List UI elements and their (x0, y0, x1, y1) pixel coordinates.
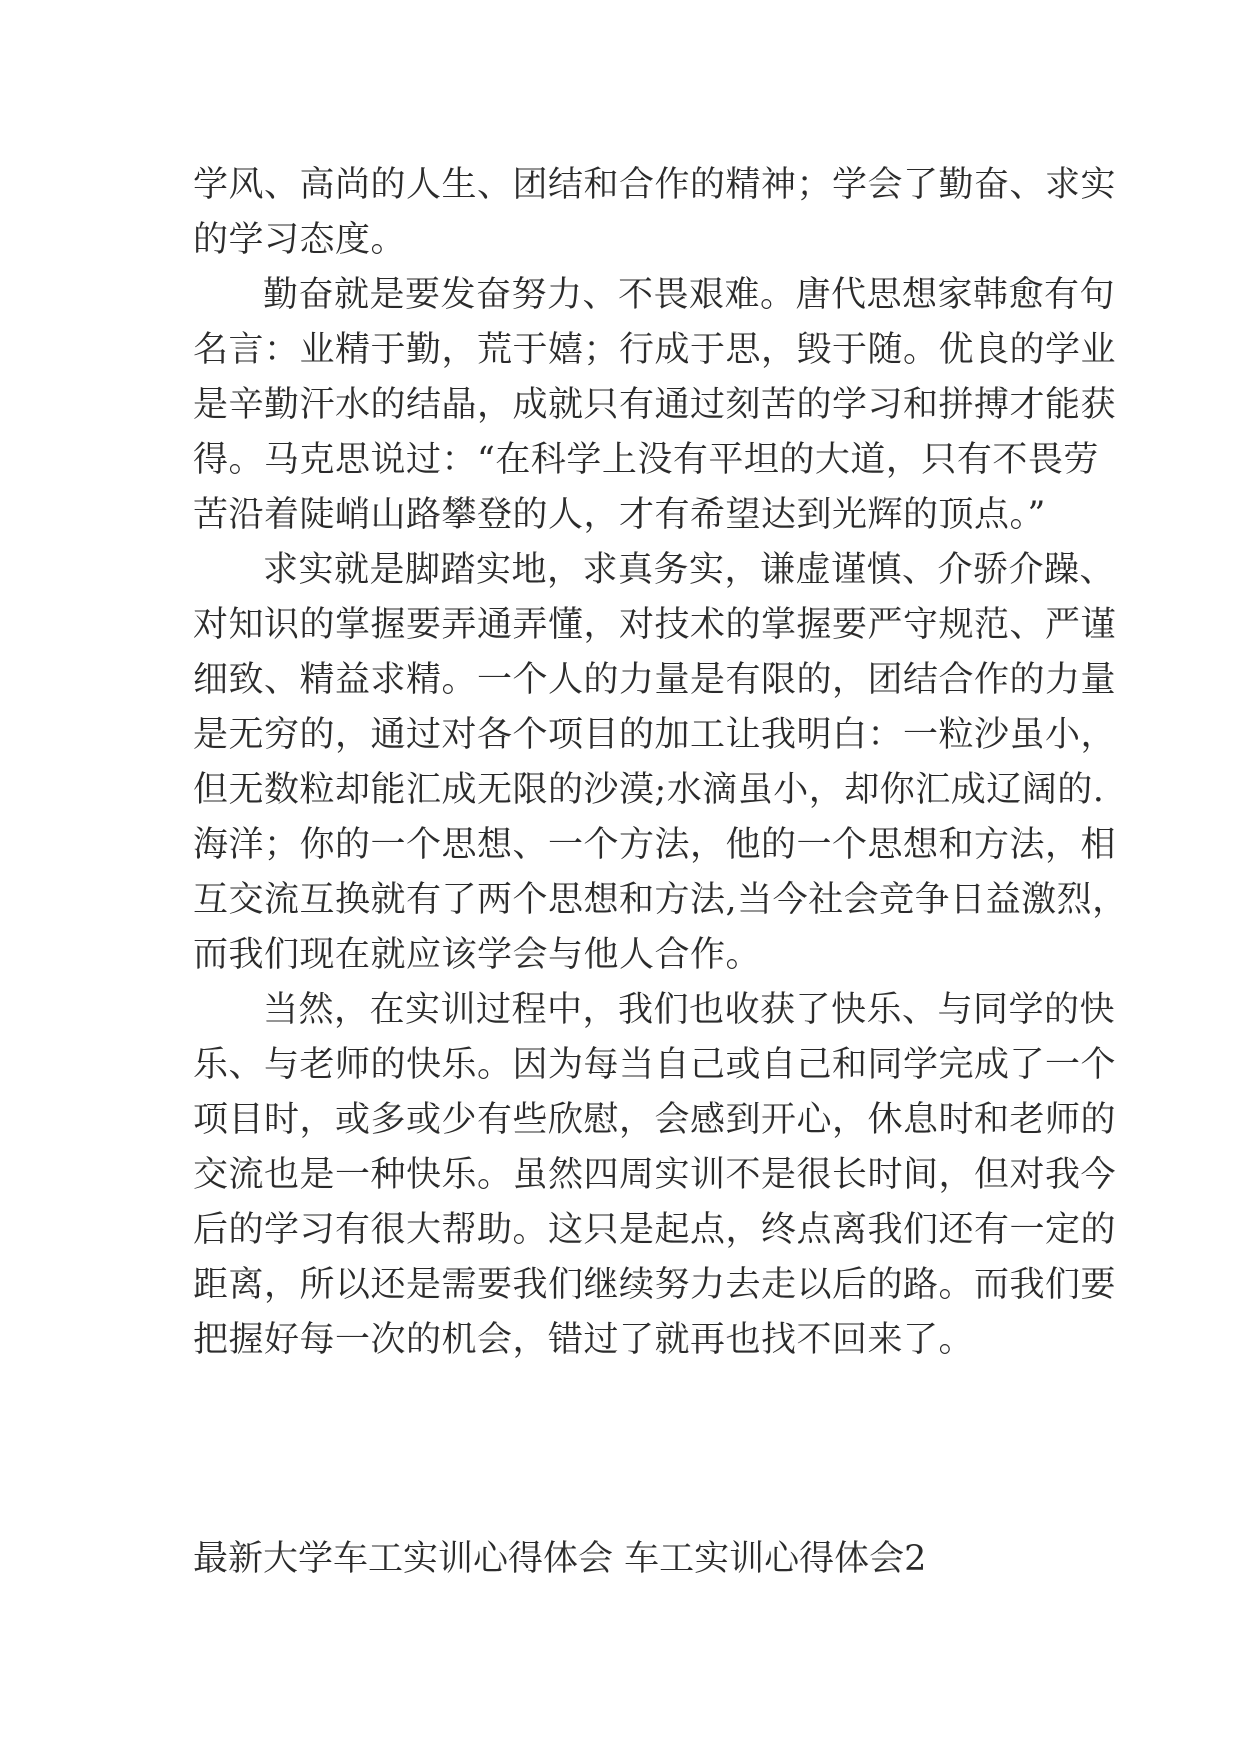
text-line: 对知识的掌握要弄通弄懂，对技术的掌握要严守规范、严谨 (193, 605, 1117, 645)
text-line: 是辛勤汗水的结晶，成就只有通过刻苦的学习和拼搏才能获 (193, 385, 1117, 425)
text-line: 项目时，或多或少有些欣慰，会感到开心，休息时和老师的 (193, 1100, 1117, 1140)
text-line: 而我们现在就应该学会与他人合作。 (193, 935, 762, 975)
text-line: 细致、精益求精。一个人的力量是有限的，团结合作的力量 (193, 660, 1117, 700)
text-line: 得。马克思说过：“在科学上没有平坦的大道，只有不畏劳 (193, 440, 1099, 480)
paragraph (193, 158, 1117, 268)
paragraph (193, 983, 1117, 1368)
text-line: 后的学习有很大帮助。这只是起点，终点离我们还有一定的 (193, 1210, 1117, 1250)
paragraph (193, 268, 1117, 543)
section-heading: 最新大学车工实训心得体会 车工实训心得体会2 (193, 1539, 927, 1579)
text-line: 把握好每一次的机会，错过了就再也找不回来了。 (193, 1320, 975, 1360)
text-line: 求实就是脚踏实地，求真务实，谦虚谨慎、介骄介躁、 (263, 550, 1116, 590)
text-line: 的学习态度。 (193, 220, 407, 260)
text-line: 勤奋就是要发奋努力、不畏艰难。唐代思想家韩愈有句 (263, 275, 1116, 315)
text-line: 交流也是一种快乐。虽然四周实训不是很长时间，但对我今 (193, 1155, 1117, 1195)
paragraph (193, 543, 1128, 983)
text-line: 海洋；你的一个思想、一个方法，他的一个思想和方法，相 (193, 825, 1117, 865)
text-line: 是无穷的，通过对各个项目的加工让我明白：一粒沙虽小， (193, 715, 1117, 755)
text-line: 距离，所以还是需要我们继续努力去走以后的路。而我们要 (193, 1265, 1117, 1305)
text-line: 名言：业精于勤，荒于嬉；行成于思，毁于随。优良的学业 (193, 330, 1117, 370)
text-line: 苦沿着陡峭山路攀登的人，才有希望达到光辉的顶点。” (193, 495, 1046, 535)
text-line: 乐、与老师的快乐。因为每当自己或自己和同学完成了一个 (193, 1045, 1117, 1085)
text-line: 当然，在实训过程中，我们也收获了快乐、与同学的快 (263, 990, 1116, 1030)
document-body (193, 158, 1128, 1368)
text-line: 互交流互换就有了两个思想和方法,当今社会竞争日益激烈， (193, 880, 1128, 920)
text-line: 但无数粒却能汇成无限的沙漠;水滴虽小，却你汇成辽阔的. (193, 770, 1105, 810)
text-line: 学风、高尚的人生、团结和合作的精神；学会了勤奋、求实 (193, 165, 1117, 205)
